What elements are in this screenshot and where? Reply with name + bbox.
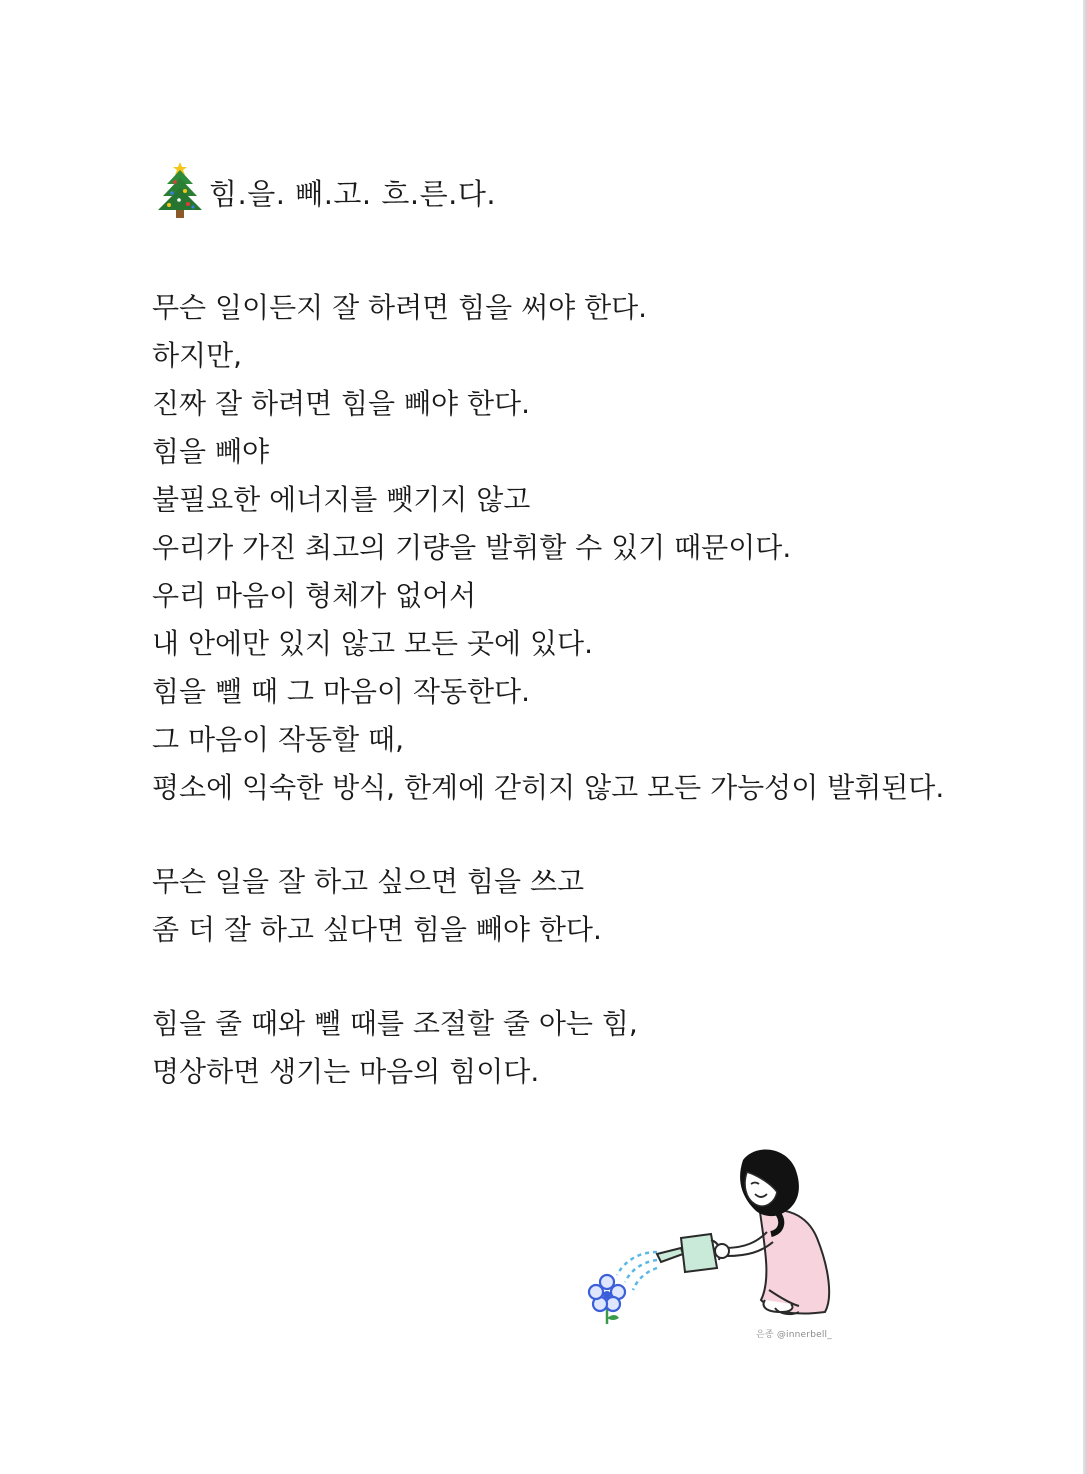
watering-girl-illustration [585, 1140, 845, 1344]
text-line: 하지만, [152, 339, 243, 372]
text-line: 내 안에만 있지 않고 모든 곳에 있다. [152, 627, 593, 660]
text-line: 힘을 뺄 때 그 마음이 작동한다. [152, 675, 530, 708]
text-line: 힘을 줄 때와 뺄 때를 조절할 줄 아는 힘, [152, 1007, 638, 1040]
text-line: 그 마음이 작동할 때, [152, 723, 404, 756]
text-line: 좀 더 잘 하고 싶다면 힘을 빼야 한다. [152, 913, 602, 946]
christmas-tree-icon [155, 160, 205, 220]
page-edge [1083, 0, 1087, 1474]
text-line: 우리가 가진 최고의 기량을 발휘할 수 있기 때문이다. [152, 531, 792, 564]
text-line: 우리 마음이 형체가 없어서 [152, 579, 477, 612]
poem-body [152, 284, 1032, 1096]
text-line: 힘을 빼야 [152, 435, 270, 468]
artist-signature: 은종 @innerbell_ [756, 1330, 832, 1340]
text-line: 무슨 일을 잘 하고 싶으면 힘을 쓰고 [152, 865, 585, 898]
text-line: 진짜 잘 하려면 힘을 빼야 한다. [152, 387, 530, 420]
page-title: 힘.을. 빼.고. 흐.른.다. [209, 176, 497, 211]
title-row [155, 160, 496, 220]
paragraph-gap [152, 954, 1032, 1000]
text-line: 평소에 익숙한 방식, 한계에 갇히지 않고 모든 가능성이 발휘된다. [152, 771, 945, 804]
paragraph-gap [152, 812, 1032, 858]
text-line: 무슨 일이든지 잘 하려면 힘을 써야 한다. [152, 291, 648, 324]
text-line: 명상하면 생기는 마음의 힘이다. [152, 1055, 540, 1088]
text-line: 불필요한 에너지를 뺏기지 않고 [152, 483, 531, 516]
